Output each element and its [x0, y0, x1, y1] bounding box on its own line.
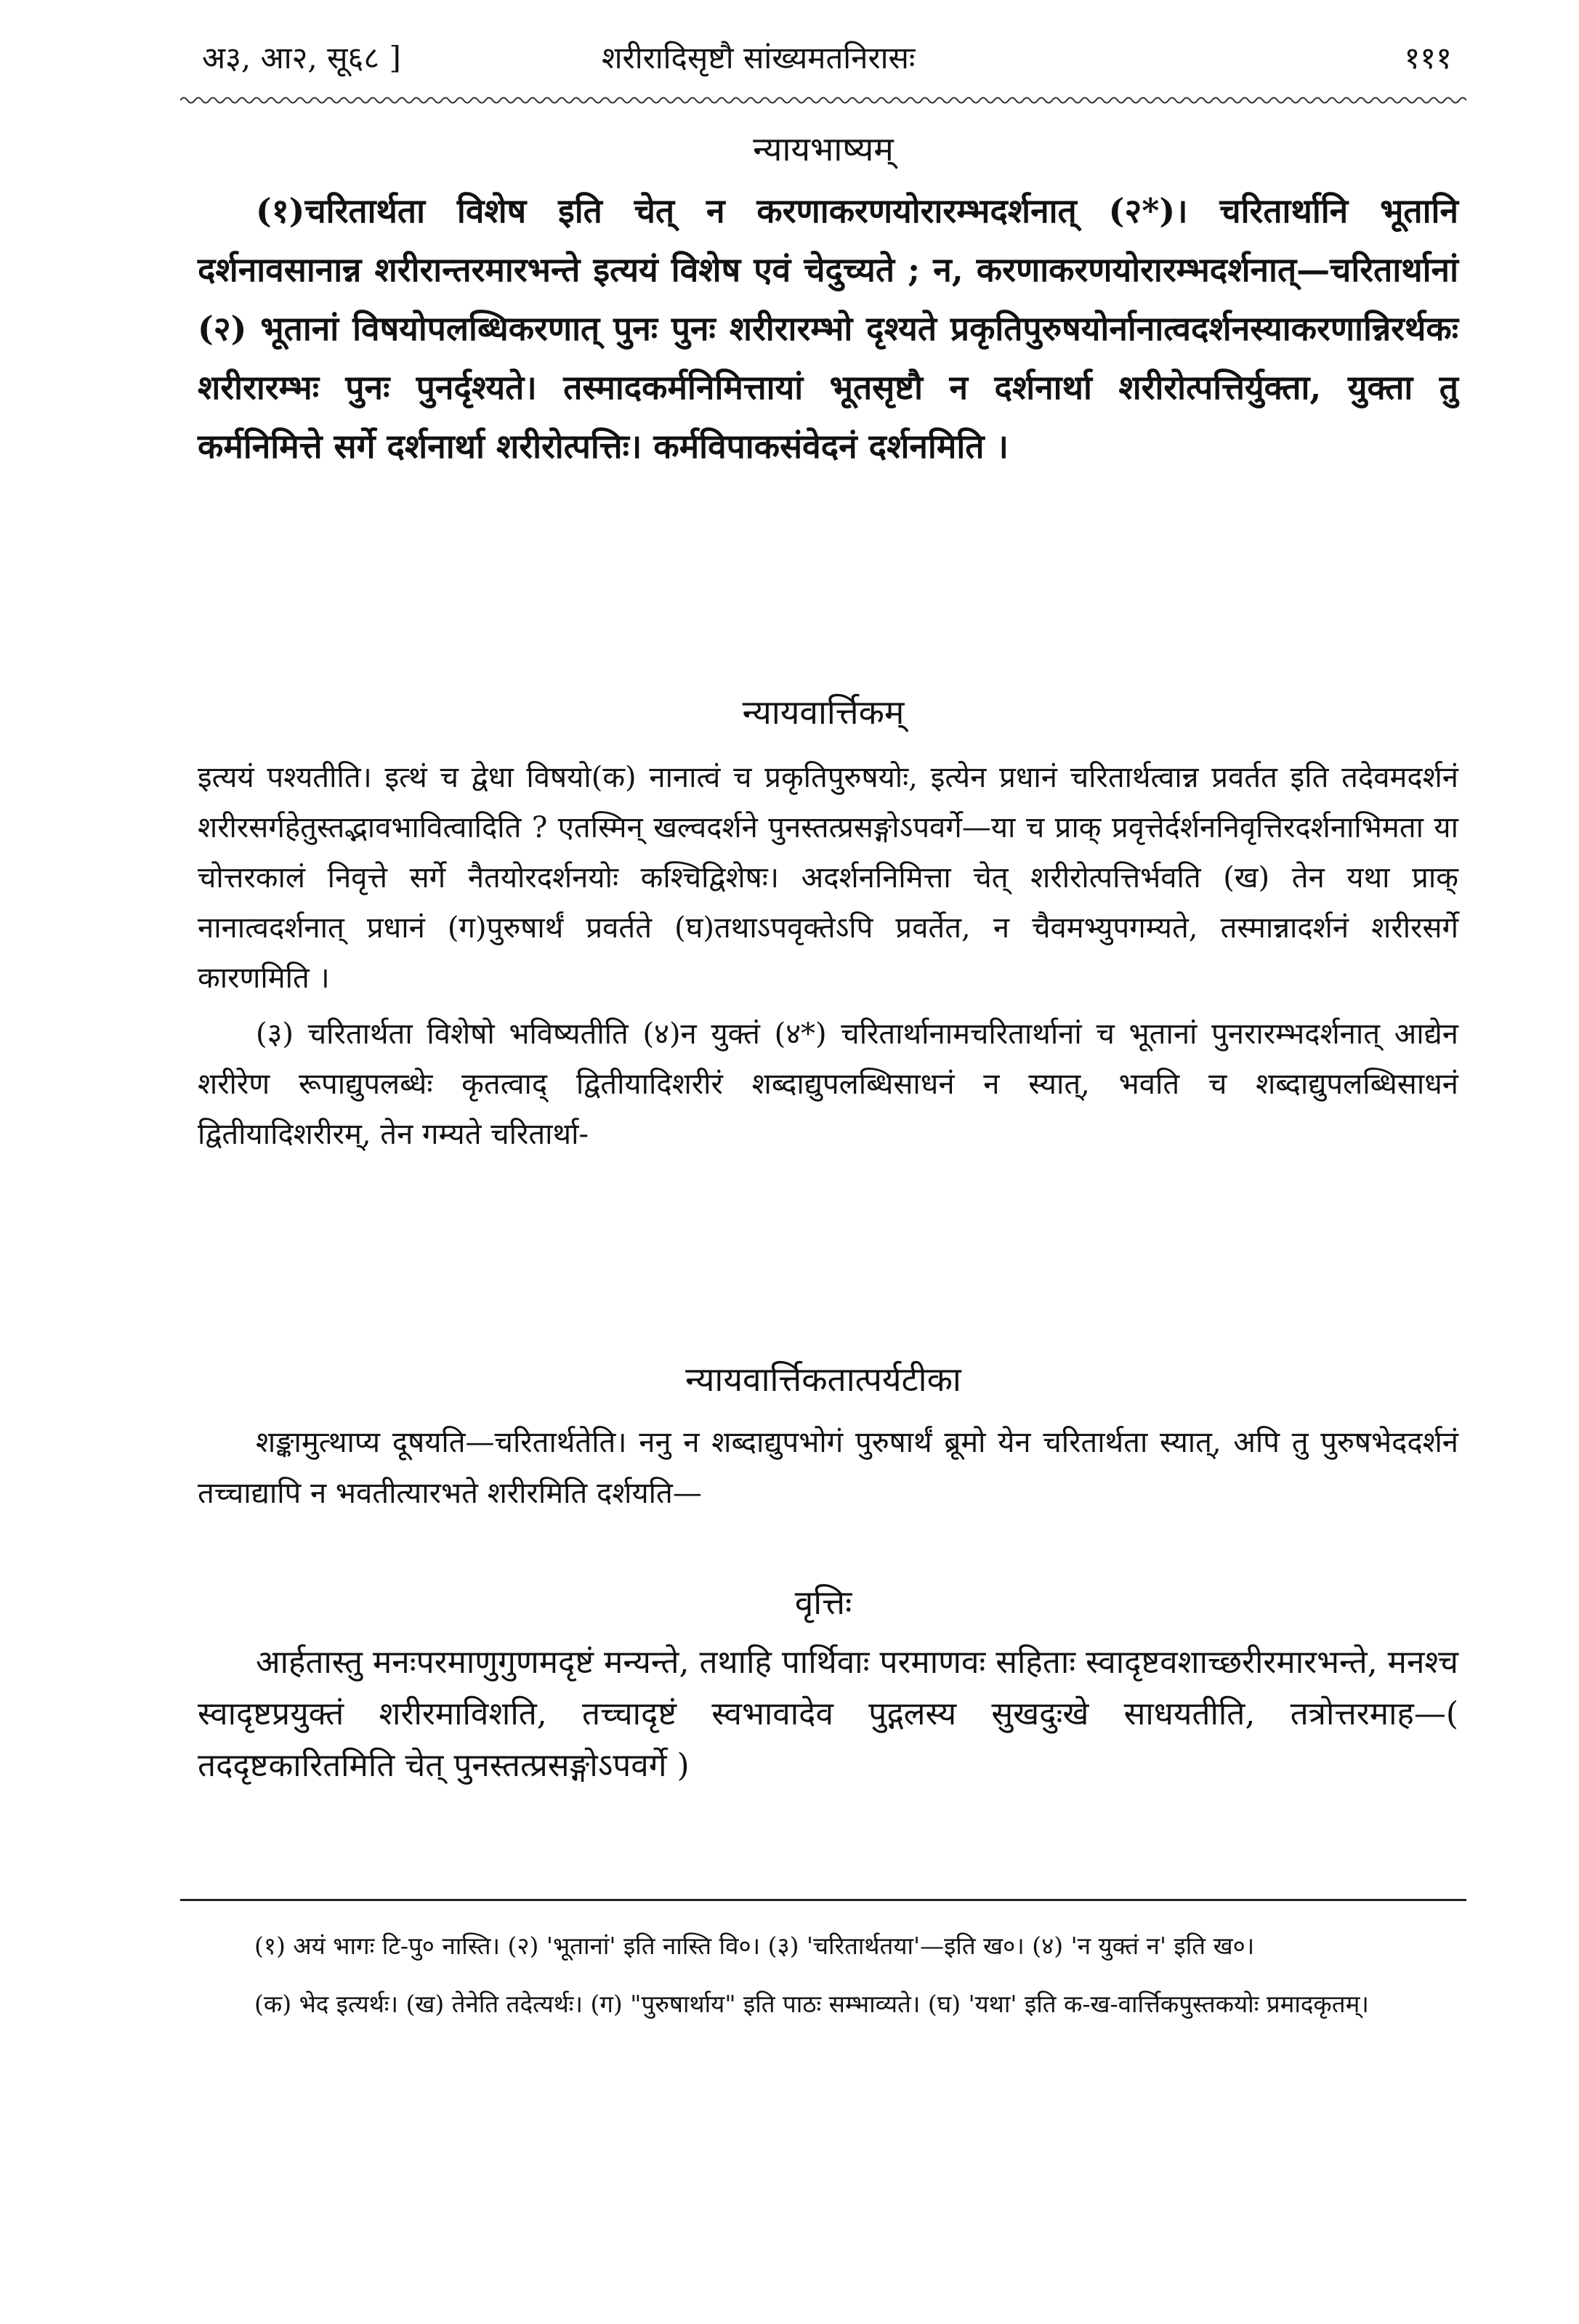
- tika-paragraph: शङ्कामुत्थाप्य दूषयति—चरितार्थतेति। ननु न शब्दाद्युपभोगं पुरुषार्थं ब्रूमो येन चरितार्थता स्यात्, अपि तु पुरुषभेददर्शनं तच्चाद्यापि न भवतीत्यारभते शरीरमिति दर्शयति—: [198, 1426, 1458, 1510]
- tika-heading: न्यायवार्त्तिकतात्पर्यटीका: [685, 1360, 961, 1399]
- bhashya-text-block: [198, 182, 1458, 476]
- footnote-divider: [180, 1899, 1466, 1901]
- vritti-text-block: [198, 1637, 1458, 1791]
- running-title: शरीरादिसृष्टौ सांख्यमतनिरासः: [602, 40, 916, 76]
- tika-text-block: [198, 1417, 1458, 1519]
- vritti-paragraph: आर्हतास्तु मनःपरमाणुगुणमदृष्टं मन्यन्ते, तथाहि पार्थिवाः परमाणवः सहिताः स्वादृष्टवशाच्छरीरमारभन्ते, मनश्च स्वादृष्टप्रयुक्तं शरीरमाविशति, तच्चादृष्टं स्वभावादेव पुद्गलस्य सुखदुःखे साधयतीति, तत्रोत्तरमाह—( तददृष्टकारितमिति चेत् पुनस्तत्प्रसङ्गोऽपवर्गे ): [198, 1644, 1459, 1784]
- vritti-heading: वृत्तिः: [794, 1583, 852, 1622]
- bhashya-heading: न्यायभाष्यम्: [753, 129, 894, 169]
- bhashya-paragraph: (१)चरितार्थता विशेष इति चेत् न करणाकरणयोरारम्भदर्शनात् (२*)। चरितार्थानि भूतानि दर्शनावसानान्न शरीरान्तरमारभन्ते इत्ययं विशेष एवं चेदुच्यते ; न, करणाकरणयोरारम्भदर्शनात्—चरितार्थानां (२) भूतानां विषयोपलब्धिकरणात् पुनः पुनः शरीरारम्भो दृश्यते प्रकृतिपुरुषयोर्नानात्वदर्शनस्याकरणान्निरर्थकः शरीरारम्भः पुनः पुनर्दृश्यते। तस्मादकर्मनिमित्तायां भूतसृष्टौ न दर्शनार्था शरीरोत्पत्तिर्युक्ता, युक्ता तु कर्मनिमित्ते सर्गे दर्शनार्था शरीरोत्पत्तिः। कर्मविपाकसंवेदनं दर्शनमिति ।: [198, 191, 1458, 466]
- footnotes-block: [196, 1924, 1453, 2041]
- page-number: १११: [1404, 40, 1452, 76]
- wavy-divider: [180, 93, 1466, 108]
- footnote-lettered: (क) भेद इत्यर्थः। (ख) तेनेति तदेत्यर्थः। (ग) "पुरुषार्थाय" इति पाठः सम्भाव्यते। (घ) 'यथा' इति क-ख-वार्त्तिकपुस्तकयोः प्रमादकृतम्।: [254, 1990, 1369, 2018]
- vartika-paragraph-2: (३) चरितार्थता विशेषो भविष्यतीति (४)न युक्तं (४*) चरितार्थानामचरितार्थानां च भूतानां पुनरारम्भदर्शनात् आद्येन शरीरेण रूपाद्युपलब्धेः कृतत्वाद् द्वितीयादिशरीरं शब्दाद्युपलब्धिसाधनं न स्यात्, भवति च शब्दाद्युपलब्धिसाधनं द्वितीयादिशरीरम्, तेन गम्यते चरितार्था-: [198, 1017, 1458, 1151]
- vartika-text-block: [198, 753, 1458, 1160]
- footnote-numbered: (१) अयं भागः टि-पु० नास्ति। (२) 'भूतानां' इति नास्ति वि०। (३) 'चरितार्थतया'—इति ख०। (४) 'न युक्तं न' इति ख०।: [254, 1932, 1255, 1960]
- chapter-reference: अ३, आ२, सू६८ ]: [202, 40, 401, 76]
- running-header: [180, 29, 1466, 87]
- vartika-heading: न्यायवार्त्तिकम्: [742, 693, 905, 732]
- vartika-paragraph-1: इत्ययं पश्यतीति। इत्थं च द्वेधा विषयो(क) नानात्वं च प्रकृतिपुरुषयोः, इत्येन प्रधानं चरितार्थत्वान्न प्रवर्तत इति तदेवमदर्शनं शरीरसर्गहेतुस्तद्भावभावित्वादिति ? एतस्मिन् खल्वदर्शने पुनस्तत्प्रसङ्गोऽपवर्गे—या च प्राक् प्रवृत्तेर्दर्शननिवृत्तिरदर्शनाभिमता या चोत्तरकालं निवृत्ते सर्गे नैतयोरदर्शनयोः कश्चिद्विशेषः। अदर्शननिमित्ता चेत् शरीरोत्पत्तिर्भवति (ख) तेन यथा प्राक् नानात्वदर्शनात् प्रधानं (ग)पुरुषार्थं प्रवर्तते (घ)तथाऽपवृक्तेऽपि प्रवर्तेत, न चैवमभ्युपगम्यते, तस्मान्नादर्शनं शरीरसर्गे कारणमिति ।: [198, 761, 1458, 995]
